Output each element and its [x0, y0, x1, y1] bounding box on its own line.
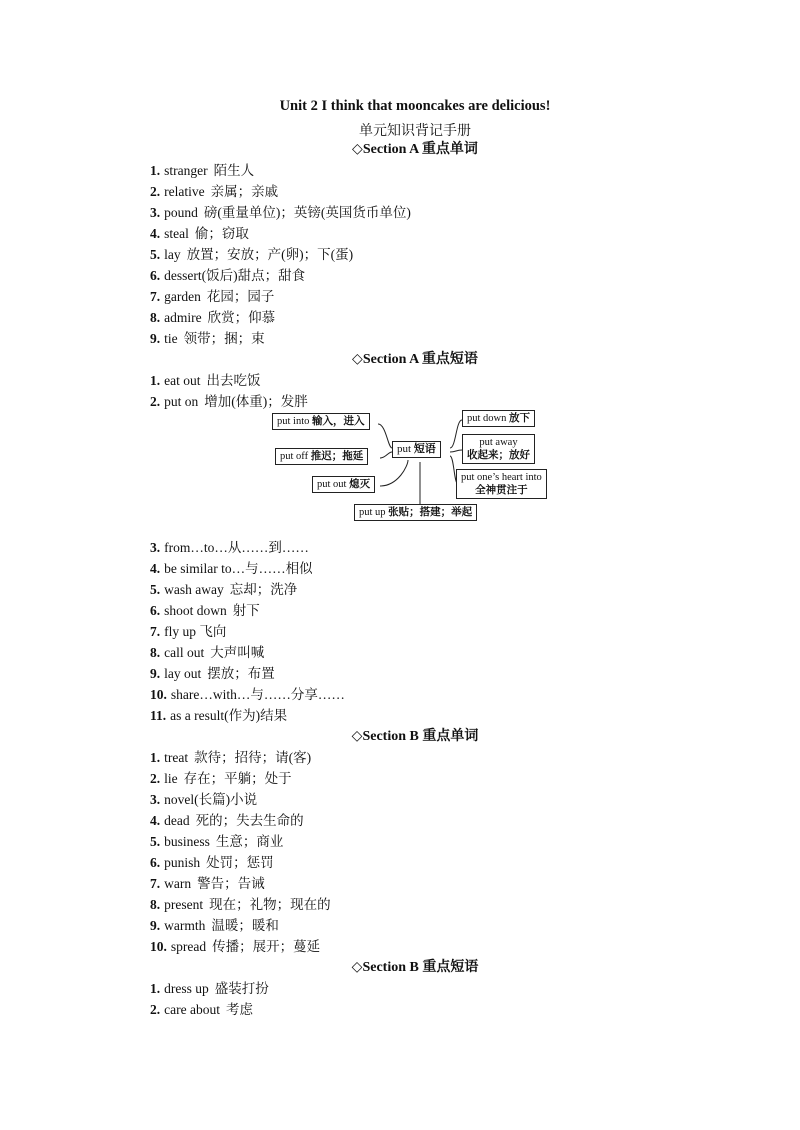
- page-title: Unit 2 I think that mooncakes are delicious!: [279, 98, 551, 114]
- list-item: 9. lay out 摆放；布置: [150, 666, 275, 681]
- list-item: 9. tie 领带；捆；束: [150, 331, 265, 346]
- branch-put-down: put down 放下: [462, 410, 535, 427]
- list-item: 4. steal 偷；窃取: [150, 226, 249, 241]
- list-item: 10. share…with…与……分享……: [150, 687, 345, 702]
- list-item: 6. shoot down 射下: [150, 603, 260, 618]
- branch-put-ones-heart-into: put one’s heart into 全神贯注于: [456, 469, 547, 499]
- list-item: 7. warn 警告；告诫: [150, 876, 265, 891]
- list-item: 1. treat 款待；招待；请(客): [150, 750, 312, 765]
- branch-put-out: put out 熄灭: [312, 476, 375, 493]
- list-item: 7. garden 花园；园子: [150, 289, 275, 304]
- list-item: 1. eat out 出去吃饭: [150, 373, 261, 388]
- branch-put-into: put into 输入，进入: [272, 413, 370, 430]
- list-item: 3. pound 磅(重量单位)；英镑(英国货币单位): [150, 205, 411, 220]
- list-item: 1. dress up 盛装打扮: [150, 981, 269, 996]
- list-item: 8. call out 大声叫喊: [150, 645, 265, 660]
- list-item: 2. relative 亲属；亲戚: [150, 184, 279, 199]
- list-item: 4. be similar to…与……相似: [150, 561, 313, 576]
- section-b-words-heading: ◇Section B 重点单词: [351, 729, 479, 744]
- list-item: 9. warmth 温暖；暖和: [150, 918, 279, 933]
- list-item: 5. business 生意；商业: [150, 834, 284, 849]
- page-subtitle: 单元知识背记手册: [359, 124, 471, 139]
- list-item: 8. admire 欣赏；仰慕: [150, 310, 276, 325]
- branch-put-away: put away 收起来；放好: [462, 434, 535, 464]
- list-item: 4. dead 死的；失去生命的: [150, 813, 304, 828]
- section-b-phrases-heading: ◇Section B 重点短语: [351, 960, 479, 975]
- list-item: 3. novel(长篇)小说: [150, 792, 258, 807]
- branch-put-off: put off 推迟；拖延: [275, 448, 368, 465]
- list-item: 5. wash away 忘却；洗净: [150, 582, 298, 597]
- list-item: 7. fly up 飞向: [150, 624, 227, 639]
- list-item: 8. present 现在；礼物；现在的: [150, 897, 331, 912]
- list-item: 2. put on 增加(体重)；发胖: [150, 394, 308, 409]
- list-item: 1. stranger 陌生人: [150, 163, 255, 178]
- branch-put-up: put up 张贴；搭建；举起: [354, 504, 477, 521]
- list-item: 6. punish 处罚；惩罚: [150, 855, 274, 870]
- list-item: 5. lay 放置；安放；产(卵)；下(蛋): [150, 247, 354, 262]
- list-item: 10. spread 传播；展开；蔓延: [150, 939, 321, 954]
- list-item: 11. as a result(作为)结果: [150, 708, 288, 723]
- section-a-words-heading: ◇Section A 重点单词: [352, 142, 478, 157]
- list-item: 2. care about 考虑: [150, 1002, 253, 1017]
- center-put-phrases: put 短语: [392, 441, 441, 458]
- list-item: 3. from…to…从……到……: [150, 540, 309, 555]
- list-item: 6. dessert(饭后)甜点；甜食: [150, 268, 306, 283]
- section-a-phrases-heading: ◇Section A 重点短语: [352, 352, 478, 367]
- put-phrases-diagram: [268, 408, 558, 528]
- list-item: 2. lie 存在；平躺；处于: [150, 771, 292, 786]
